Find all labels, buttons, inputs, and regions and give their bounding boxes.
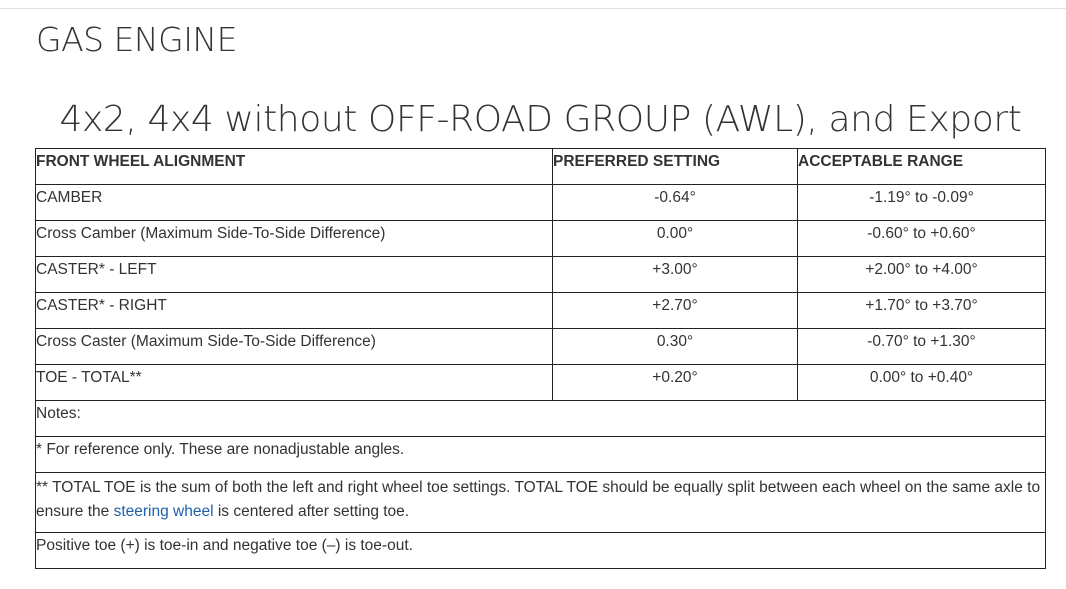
- note-toe-direction: Positive toe (+) is toe-in and negative toe (–) is toe-out.: [36, 533, 1046, 569]
- section-heading: GAS ENGINE: [36, 20, 237, 59]
- note-total-toe-text-end: is centered after setting toe.: [213, 503, 410, 520]
- note-row: [36, 533, 1046, 569]
- range-value: -0.70° to +1.30°: [798, 329, 1046, 365]
- table-row: [36, 221, 1046, 257]
- preferred-value: +0.20°: [553, 365, 798, 401]
- note-reference-only: * For reference only. These are nonadjustable angles.: [36, 437, 1046, 473]
- table-header-row: [36, 149, 1046, 185]
- preferred-value: +2.70°: [553, 293, 798, 329]
- note-row: [36, 473, 1046, 533]
- preferred-value: 0.00°: [553, 221, 798, 257]
- table-caption: 4x2, 4x4 without OFF-ROAD GROUP (AWL), and Export: [59, 99, 1022, 140]
- wheel-alignment-table: [35, 148, 1046, 569]
- table-row: [36, 185, 1046, 221]
- top-divider: [0, 8, 1066, 9]
- steering-wheel-link[interactable]: steering wheel: [113, 503, 214, 520]
- row-label: TOE - TOTAL**: [36, 365, 553, 401]
- notes-heading-row: [36, 401, 1046, 437]
- range-value: 0.00° to +0.40°: [798, 365, 1046, 401]
- table-row: [36, 293, 1046, 329]
- preferred-value: -0.64°: [553, 185, 798, 221]
- header-preferred-setting: PREFERRED SETTING: [553, 149, 798, 185]
- row-label: Cross Caster (Maximum Side-To-Side Difference): [36, 329, 553, 365]
- range-value: -1.19° to -0.09°: [798, 185, 1046, 221]
- preferred-value: +3.00°: [553, 257, 798, 293]
- note-total-toe: [36, 473, 1046, 533]
- row-label: Cross Camber (Maximum Side-To-Side Difference): [36, 221, 553, 257]
- row-label: CASTER* - RIGHT: [36, 293, 553, 329]
- table-row: [36, 329, 1046, 365]
- header-acceptable-range: ACCEPTABLE RANGE: [798, 149, 1046, 185]
- range-value: -0.60° to +0.60°: [798, 221, 1046, 257]
- note-total-toe-text: ** TOTAL TOE is the sum of both the left and right wheel toe settings. TOTAL TOE should be equally split between each wheel on the same axle to ensure the: [36, 479, 1041, 520]
- row-label: CAMBER: [36, 185, 553, 221]
- header-front-wheel-alignment: FRONT WHEEL ALIGNMENT: [36, 149, 553, 185]
- note-row: [36, 437, 1046, 473]
- range-value: +2.00° to +4.00°: [798, 257, 1046, 293]
- row-label: CASTER* - LEFT: [36, 257, 553, 293]
- range-value: +1.70° to +3.70°: [798, 293, 1046, 329]
- preferred-value: 0.30°: [553, 329, 798, 365]
- table-row: [36, 365, 1046, 401]
- table-row: [36, 257, 1046, 293]
- notes-heading: Notes:: [36, 401, 1046, 437]
